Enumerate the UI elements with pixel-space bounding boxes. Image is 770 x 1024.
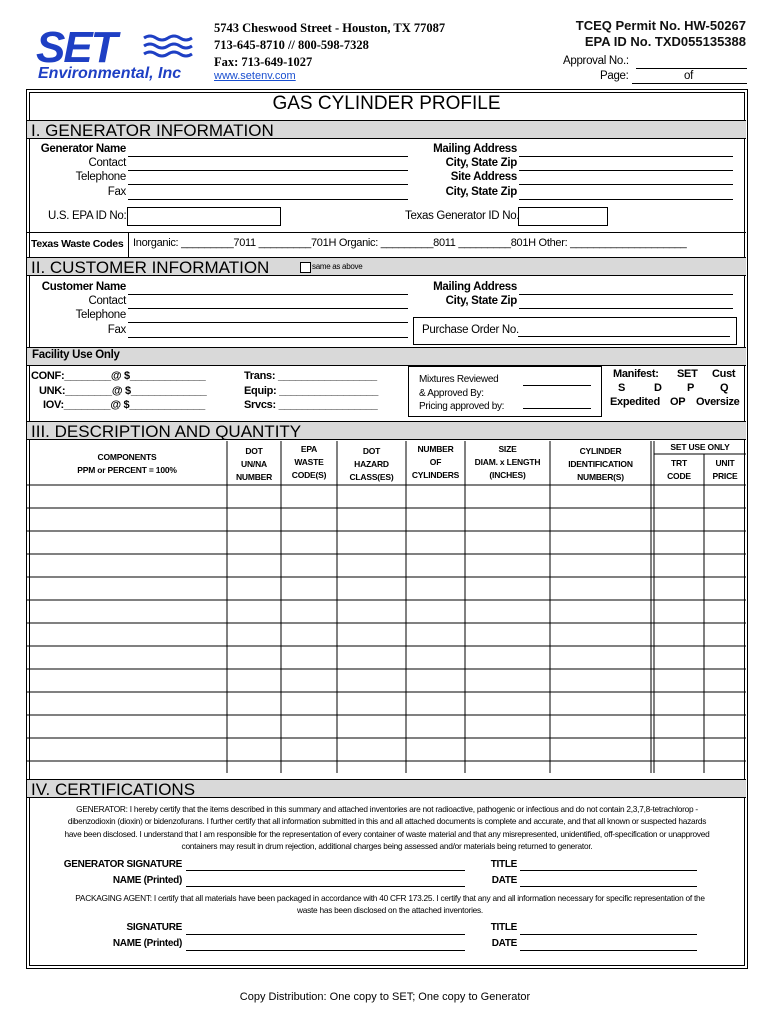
- customer-name-label: Customer Name: [41, 281, 126, 293]
- gen-title-label: TITLE: [490, 859, 517, 870]
- option-op[interactable]: OP: [670, 396, 686, 408]
- contact-label: Contact: [88, 157, 126, 169]
- waste-codes-line[interactable]: Inorganic: _________7011 _________701H Organic: _________8011 _________801H Other: ____________________: [133, 237, 687, 249]
- epa-id-input[interactable]: [127, 207, 281, 226]
- gen-title-field[interactable]: [520, 870, 697, 871]
- gen-signature-field[interactable]: [186, 870, 465, 871]
- col-cyl-2: IDENTIFICATION: [568, 459, 633, 469]
- col-components: [27, 451, 227, 477]
- col-cylinder-id: [550, 445, 651, 484]
- mailing-address-field[interactable]: [519, 156, 733, 157]
- col-num-1: NUMBER: [417, 444, 454, 454]
- section1-header: I. GENERATOR INFORMATION: [27, 120, 746, 139]
- col-set-use: SET USE ONLY: [670, 442, 730, 452]
- section2-title: II. CUSTOMER INFORMATION: [31, 258, 270, 277]
- col-cyl-3: NUMBER(S): [577, 472, 624, 482]
- same-as-above-checkbox[interactable]: [300, 262, 311, 273]
- equip-row[interactable]: Equip: _________________: [244, 384, 379, 397]
- generator-name-field[interactable]: [128, 156, 408, 157]
- pack-name-field[interactable]: [186, 950, 465, 951]
- pack-date-label: DATE: [491, 938, 517, 949]
- gen-name-field[interactable]: [186, 886, 465, 887]
- option-d[interactable]: D: [654, 382, 662, 394]
- col-unit-1: UNIT: [715, 458, 735, 468]
- customer-city-field[interactable]: [519, 308, 733, 309]
- section3-header: III. DESCRIPTION AND QUANTITY: [27, 421, 746, 440]
- telephone-field[interactable]: [128, 184, 408, 185]
- customer-mailing-label: Mailing Address: [433, 281, 517, 293]
- customer-contact-label: Contact: [88, 295, 126, 307]
- col-size-1: SIZE: [498, 444, 517, 454]
- customer-contact-field[interactable]: [128, 308, 408, 309]
- divider: [128, 232, 129, 257]
- manifest-label: Manifest:: [613, 368, 659, 380]
- site-address-label: Site Address: [450, 171, 517, 183]
- contact-field[interactable]: [128, 170, 408, 171]
- option-p[interactable]: P: [687, 382, 695, 394]
- unk-row[interactable]: UNK:________@ $_____________: [39, 384, 207, 397]
- col-dot-hazard: [337, 445, 406, 484]
- review-labels: [419, 373, 504, 414]
- facility-bar: [27, 347, 746, 366]
- manifest-cust[interactable]: Cust: [712, 368, 736, 380]
- page-field[interactable]: [632, 83, 747, 84]
- pack-signature-label: SIGNATURE: [126, 922, 182, 933]
- telephone-label: Telephone: [75, 171, 126, 183]
- site-city-label: City, State Zip: [445, 186, 517, 198]
- manifest-set[interactable]: SET: [677, 368, 698, 380]
- gen-signature-label: GENERATOR SIGNATURE: [63, 859, 182, 870]
- epa-id: EPA ID No. TXD055135388: [584, 34, 746, 49]
- col-epa-2: WASTE: [294, 457, 324, 467]
- website-link[interactable]: www.setenv.com: [214, 70, 296, 82]
- company-fax: Fax: 713-649-1027: [214, 55, 313, 69]
- pack-signature-field[interactable]: [186, 934, 465, 935]
- option-s[interactable]: S: [618, 382, 626, 394]
- iov-row[interactable]: IOV:________@ $_____________: [43, 399, 205, 411]
- fax-label: Fax: [107, 186, 126, 198]
- col-trt: [654, 457, 704, 483]
- col-num-cylinders: [406, 443, 465, 482]
- waste-codes-label: Texas Waste Codes: [31, 238, 124, 250]
- customer-telephone-field[interactable]: [128, 322, 408, 323]
- review-label-1: Mixtures Reviewed: [419, 374, 499, 385]
- section2-header: [27, 257, 746, 276]
- fax-field[interactable]: [128, 199, 408, 200]
- site-address-field[interactable]: [519, 184, 733, 185]
- customer-fax-label: Fax: [107, 324, 126, 336]
- col-unit-price: [704, 457, 746, 483]
- po-label: Purchase Order No.: [422, 324, 519, 336]
- customer-fax-field[interactable]: [128, 337, 408, 338]
- epa-id-label: U.S. EPA ID No:: [48, 210, 127, 222]
- pack-name-label: NAME (Printed): [112, 938, 182, 949]
- gen-name-label: NAME (Printed): [112, 875, 182, 886]
- col-dot-un: [227, 445, 281, 484]
- col-epa-waste: [281, 443, 337, 482]
- page-of-label: of: [684, 70, 693, 82]
- col-dot-un-1: DOT: [245, 446, 263, 456]
- logo-text: SET: [36, 23, 116, 72]
- footer-distribution: Copy Distribution: One copy to SET; One copy to Generator: [239, 991, 531, 1003]
- generator-name-label: Generator Name: [40, 143, 126, 155]
- customer-telephone-label: Telephone: [75, 309, 126, 321]
- tceq-permit: TCEQ Permit No. HW-50267: [575, 18, 746, 33]
- approval-field[interactable]: [636, 68, 747, 69]
- col-size-2: DIAM. x LENGTH: [474, 457, 541, 467]
- col-haz-3: CLASS(ES): [349, 472, 394, 482]
- col-trt-1: TRT: [671, 458, 687, 468]
- company-address: 5743 Cheswood Street - Houston, TX 77087: [214, 21, 446, 35]
- option-oversize[interactable]: Oversize: [696, 396, 740, 408]
- col-haz-1: DOT: [362, 446, 381, 456]
- trans-row[interactable]: Trans: _________________: [244, 370, 377, 382]
- col-components-sub: PPM or PERCENT = 100%: [77, 465, 177, 475]
- col-trt-2: CODE: [667, 471, 691, 481]
- form-title: GAS CYLINDER PROFILE: [272, 93, 501, 114]
- logo-sub: Environmental, Inc: [38, 65, 182, 82]
- col-epa-1: EPA: [300, 444, 318, 454]
- col-num-2: OF: [429, 457, 442, 467]
- srvcs-row[interactable]: Srvcs: _________________: [244, 399, 378, 411]
- pack-title-label: TITLE: [490, 922, 517, 933]
- col-haz-2: HAZARD: [354, 459, 389, 469]
- approval-label: Approval No.:: [563, 55, 629, 67]
- company-logo: [34, 22, 202, 82]
- facility-title: Facility Use Only: [32, 349, 120, 361]
- page-label: Page:: [600, 70, 629, 82]
- section4-header: IV. CERTIFICATIONS: [27, 779, 746, 798]
- col-unit-2: PRICE: [712, 471, 738, 481]
- col-size-3: (INCHES): [489, 470, 526, 480]
- tx-gen-id-label: Texas Generator ID No.: [405, 210, 520, 222]
- col-cyl-1: CYLINDER: [579, 446, 622, 456]
- gen-date-label: DATE: [491, 875, 517, 886]
- review-label-2: & Approved By:: [419, 387, 484, 399]
- customer-city-label: City, State Zip: [445, 295, 517, 307]
- po-field[interactable]: [518, 336, 730, 337]
- col-epa-3: CODE(S): [291, 470, 327, 480]
- generator-certification-text: GENERATOR: I hereby certify that the items described in this summary and attached inventories are not radioactive, pathogenic or infectious and do not contain 2,3,7,8-tetrachlorop -dibenzodioxin (dioxin) or bidenzofurans. I further certify that all information submitted in this and all attached documents is complete and accurate, and that all known or suspected hazards have been disclosed. I understand that I am responsible for the representation of every container of waste material and that any misrepresented, unidentified, off-specification or unapproved containers may result in drum rejection, additional charges being assessed and/or materials being returned to generator.: [64, 804, 710, 851]
- facility-rows: [31, 369, 206, 413]
- approved-by-field[interactable]: [523, 385, 591, 386]
- description-table: [27, 441, 746, 773]
- col-size: [465, 443, 550, 482]
- city-state-zip-label: City, State Zip: [445, 157, 517, 169]
- col-components-label: COMPONENTS: [97, 452, 157, 462]
- gen-date-field[interactable]: [520, 886, 697, 887]
- packaging-certification-text: PACKAGING AGENT: I certify that all materials have been packaged in accordance with 40 CFR 173.25. I certify that any and all information necessary for specific representation of the waste has been disclosed on the attached inventories.: [75, 893, 705, 916]
- site-city-field[interactable]: [519, 199, 733, 200]
- city-state-zip-field[interactable]: [519, 170, 733, 171]
- pack-date-field[interactable]: [520, 950, 697, 951]
- option-q[interactable]: Q: [720, 382, 729, 394]
- customer-mailing-field[interactable]: [519, 294, 733, 295]
- same-as-above-label: same as above: [312, 262, 363, 271]
- pricing-approved-field[interactable]: [523, 408, 591, 409]
- col-dot-un-2: UN/NA: [241, 459, 267, 469]
- customer-name-field[interactable]: [128, 294, 408, 295]
- col-num-3: CYLINDERS: [411, 470, 460, 480]
- company-phones: 713-645-8710 // 800-598-7328: [214, 38, 369, 52]
- option-expedited[interactable]: Expedited: [610, 396, 660, 408]
- pack-title-field[interactable]: [520, 934, 697, 935]
- conf-row[interactable]: CONF:________@ $_____________: [31, 370, 206, 382]
- mailing-address-label: Mailing Address: [433, 143, 517, 155]
- facility-mid-rows: [244, 369, 378, 413]
- review-label-3: Pricing approved by:: [419, 401, 505, 412]
- col-dot-un-3: NUMBER: [235, 472, 273, 482]
- divider: [27, 232, 746, 233]
- tx-gen-id-input[interactable]: [518, 207, 608, 226]
